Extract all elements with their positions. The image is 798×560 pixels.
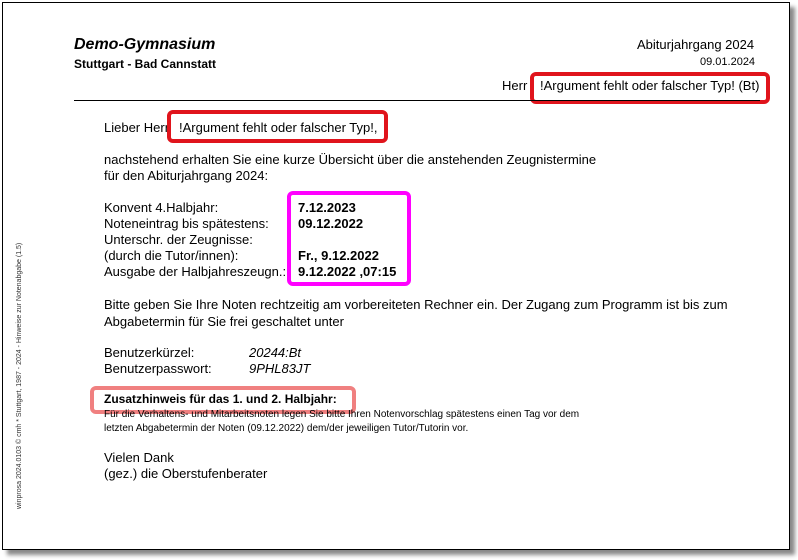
schedule-value: 7.12.2023 [298, 200, 356, 215]
closing-thanks: Vielen Dank [104, 450, 174, 465]
notice-line-1: Bitte geben Sie Ihre Noten rechtzeitig am vorbereiteten Rechner ein. Der Zugang zum Programm ist bis zum [104, 297, 728, 312]
schedule-label: (durch die Tutor/innen): [104, 248, 239, 263]
schedule-label: Noteneintrag bis spätestens: [104, 216, 269, 231]
password-value: 9PHL83JT [249, 361, 311, 376]
schedule-value: Fr., 9.12.2022 [298, 248, 379, 263]
username-label: Benutzerkürzel: [104, 345, 195, 360]
extra-heading: Zusatzhinweis für das 1. und 2. Halbjahr: [104, 392, 337, 406]
salutation-error: !Argument fehlt oder falscher Typ!, [179, 120, 378, 135]
schedule-label: Unterschr. der Zeugnisse: [104, 232, 253, 247]
letter-date: 09.01.2024 [700, 56, 756, 68]
intro-line-2: für den Abiturjahrgang 2024: [104, 168, 269, 183]
intro-line-1: nachstehend erhalten Sie eine kurze Übersicht über die anstehenden Zeugnistermine [104, 152, 597, 167]
year-label: Abiturjahrgang 2024 [637, 37, 755, 52]
extra-line-1: Für die Verhaltens- und Mitarbeitsnoten legen Sie bitte Ihren Notenvorschlag spätestens einen Tag vor dem [104, 409, 580, 420]
schedule-value: 09.12.2022 [298, 216, 364, 231]
school-name: Demo-Gymnasium [74, 36, 216, 53]
recipient-prefix: Herr [502, 78, 528, 93]
salutation-prefix: Lieber Herr [104, 120, 170, 135]
header-divider [74, 100, 760, 101]
closing-signature: (gez.) die Oberstufenberater [104, 466, 268, 481]
school-city: Stuttgart - Bad Cannstatt [74, 57, 216, 71]
recipient-error: !Argument fehlt oder falscher Typ! (Bt) [540, 78, 760, 93]
schedule-label: Konvent 4.Halbjahr: [104, 200, 219, 215]
username-value: 20244:Bt [249, 345, 302, 360]
schedule-value: 9.12.2022 ,07:15 [298, 264, 397, 279]
notice-line-2: Abgabetermin für Sie frei geschaltet unter [104, 314, 344, 329]
password-label: Benutzerpasswort: [104, 361, 212, 376]
extra-line-2: letzten Abgabetermin der Noten (09.12.2022) dem/der jeweiligen Tutor/Tutorin vor. [104, 423, 469, 434]
schedule-label: Ausgabe der Halbjahreszeugn.: [104, 264, 287, 279]
sidebar-note: winprosa 2024.0103 © cmh * Stuttgart, 1987 - 2024 - Hinweise zur Notenabgabe (1.5) [16, 242, 23, 509]
